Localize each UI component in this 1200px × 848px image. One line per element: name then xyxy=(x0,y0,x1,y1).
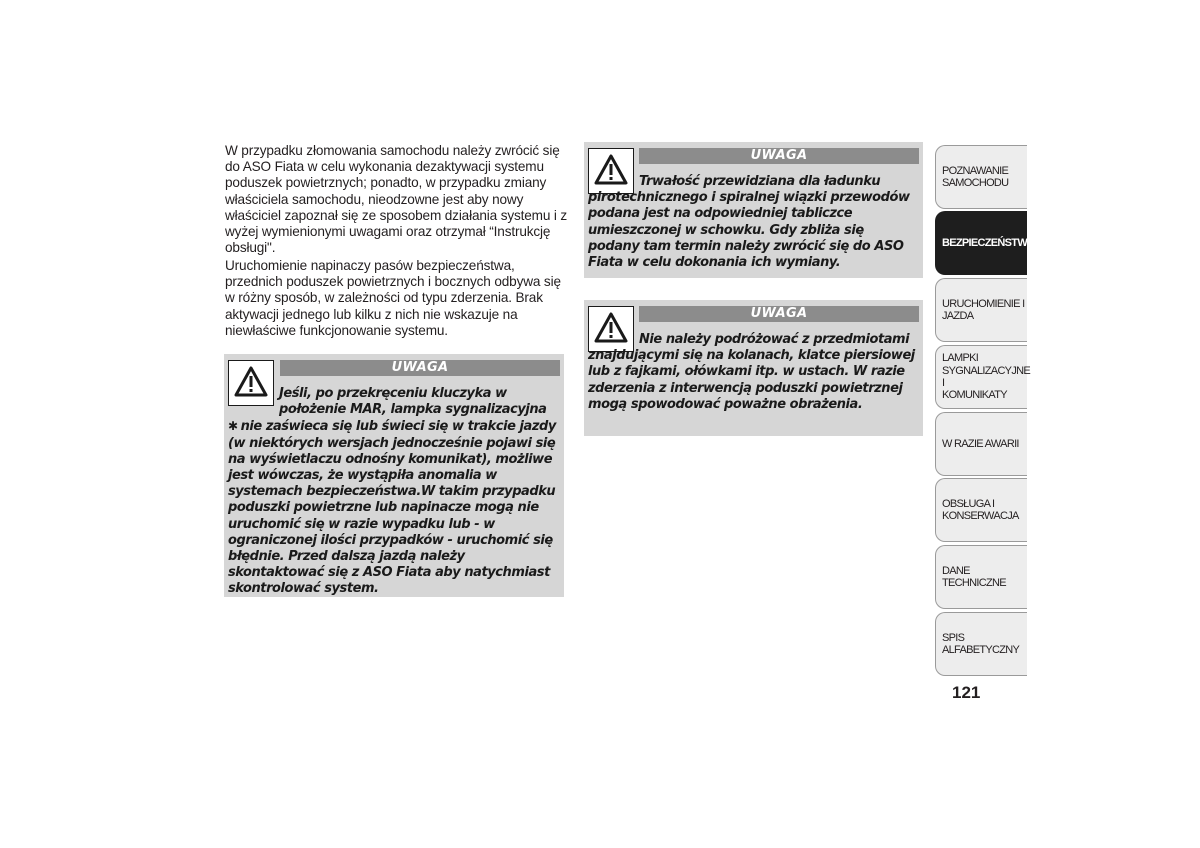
body-paragraph: W przypadku złomowania samochodu należy zwrócić się do ASO Fiata w celu wykonania dezaktywacji systemu poduszek powietrznych; ponadto, w przypadku zmiany właściciela samochodu, nieodzowne jest aby nowy właściciel zapoznał się ze sposobem działania systemu i z wyżej wymienionymi uwagami oraz otrzymał “Instrukcję obsługi". xyxy=(225,143,568,256)
warning-text-rest: nie zaświeca się lub świeci się w trakcie jazdy (w niektórych wersjach jednocześnie pojawi się na wyświetlaczu odnośny komunikat), możliwe jest wówczas, że wystąpiła anomalia w systemach bezpieczeństwa.W takim przypadku poduszki powietrzne lub napinacze mogą nie uruchomić się w razie wypadku lub - w ograniczonej ilości przypadków - uruchomić się błędnie. Przed dalszą jazdą należy skontaktować się z ASO Fiata aby natychmiast skontrolować system. xyxy=(228,419,556,597)
tab-w-razie-awarii[interactable]: W RAZIE AWARII xyxy=(935,412,1027,476)
warning-box xyxy=(224,354,564,597)
tab-bezpieczenstwo[interactable]: BEZPIECZEŃSTWO xyxy=(935,211,1027,275)
tab-obsluga-i-konserwacja[interactable]: OBSŁUGA I KONSERWACJA xyxy=(935,478,1027,542)
warning-title: UWAGA xyxy=(639,148,919,164)
warning-box xyxy=(584,142,923,278)
tab-dane-techniczne[interactable]: DANE TECHNICZNE xyxy=(935,545,1027,609)
warning-text: Trwałość przewidziana dla ładunku pirotechnicznego i spiralnej wiązki przewodów podana jest na odpowiedniej tabliczce umieszczonej w schowku. Gdy zbliża się podany tam termin należy zwrócić się do ASO Fiata w celu dokonania ich wymiany. xyxy=(588,174,910,271)
warning-box xyxy=(584,300,923,436)
tab-poznawanie-samochodu[interactable]: POZNAWANIE SAMOCHODU xyxy=(935,145,1027,209)
airbag-warning-icon: ✱ xyxy=(228,419,238,434)
warning-text: Nie należy podróżować z przedmiotami znajdującymi się na kolanach, klatce piersiowej lub z fajkami, ołówkami itp. w ustach. W razie zderzenia z interwencją poduszki powietrznej mogą spowodować poważne obrażenia. xyxy=(588,332,915,412)
tab-uruchomienie-i-jazda[interactable]: URUCHOMIENIE I JAZDA xyxy=(935,278,1027,342)
warning-title: UWAGA xyxy=(280,360,560,376)
warning-title: UWAGA xyxy=(639,306,919,322)
tab-spis-alfabetyczny[interactable]: SPIS ALFABETYCZNY xyxy=(935,612,1027,676)
tab-lampki-sygnalizacyjne[interactable]: LAMPKI SYGNALIZACYJNE I KOMUNIKATY xyxy=(935,345,1027,409)
body-paragraph: Uruchomienie napinaczy pasów bezpieczeństwa, przednich poduszek powietrznych i bocznych odbywa się w różny sposób, w zależności od typu zderzenia. Brak aktywacji jednego lub kilku z nich nie wskazuje na niewłaściwe funkcjonowanie systemu. xyxy=(225,258,561,338)
warning-text xyxy=(228,386,558,598)
warning-text-lead: Jeśli, po przekręceniu kluczyka w położenie MAR, lampka sygnalizacyjna xyxy=(279,386,547,418)
page-number: 121 xyxy=(952,683,981,702)
